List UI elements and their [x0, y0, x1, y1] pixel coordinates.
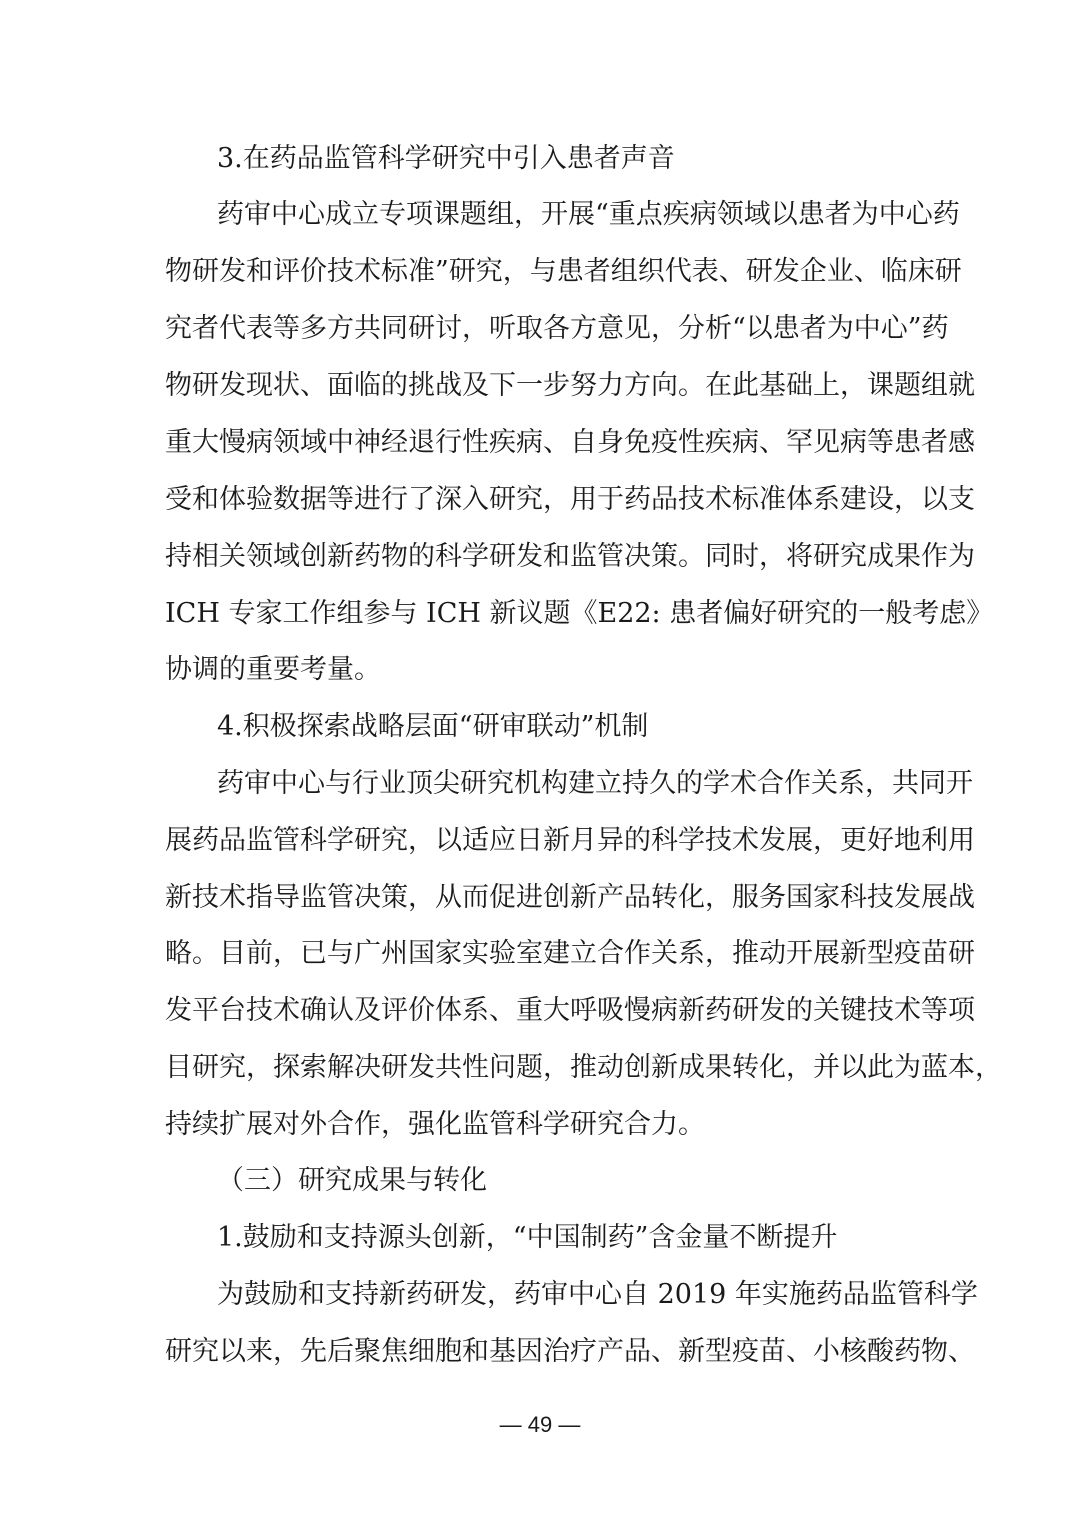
paragraph-line: 研究以来，先后聚焦细胞和基因治疗产品、新型疫苗、小核酸药物、 [165, 1336, 975, 1367]
paragraph-line: 新技术指导监管决策，从而促进创新产品转化，服务国家科技发展战 [165, 882, 975, 913]
paragraph-line: 协调的重要考量。 [165, 654, 381, 685]
paragraph-line: 目研究，探索解决研发共性问题，推动创新成果转化，并以此为蓝本， [165, 1052, 1002, 1083]
part-3-heading: （三）研究成果与转化 [217, 1165, 487, 1196]
paragraph-line: 展药品监管科学研究，以适应日新月异的科学技术发展，更好地利用 [165, 825, 975, 856]
paragraph-line: 略。目前，已与广州国家实验室建立合作关系，推动开展新型疫苗研 [165, 938, 975, 969]
paragraph-line: 药审中心与行业顶尖研究机构建立持久的学术合作关系，共同开 [217, 768, 973, 799]
paragraph-line: 为鼓励和支持新药研发，药审中心自 2019 年实施药品监管科学 [217, 1279, 978, 1310]
paragraph-line: ICH 专家工作组参与 ICH 新议题《E22: 患者偏好研究的一般考虑》 [165, 598, 994, 629]
subsection-1-heading: 1.鼓励和支持源头创新，“中国制药”含金量不断提升 [217, 1222, 838, 1253]
page-number: — 49 — [499, 1412, 581, 1437]
section-4-heading: 4.积极探索战略层面“研审联动”机制 [217, 711, 649, 742]
paragraph-line: 发平台技术确认及评价体系、重大呼吸慢病新药研发的关键技术等项 [165, 995, 975, 1026]
paragraph-line: 受和体验数据等进行了深入研究，用于药品技术标准体系建设，以支 [165, 484, 975, 515]
paragraph-line: 重大慢病领域中神经退行性疾病、自身免疫性疾病、罕见病等患者感 [165, 427, 975, 458]
paragraph-line: 持相关领域创新药物的科学研发和监管决策。同时，将研究成果作为 [165, 541, 975, 572]
paragraph-line: 究者代表等多方共同研讨，听取各方意见，分析“以患者为中心”药 [165, 313, 949, 344]
paragraph-line: 物研发和评价技术标准”研究，与患者组织代表、研发企业、临床研 [165, 256, 962, 287]
paragraph-line: 药审中心成立专项课题组，开展“重点疾病领域以患者为中心药 [217, 199, 960, 230]
paragraph-line: 持续扩展对外合作，强化监管科学研究合力。 [165, 1109, 705, 1140]
section-3-heading: 3.在药品监管科学研究中引入患者声音 [217, 143, 675, 174]
paragraph-line: 物研发现状、面临的挑战及下一步努力方向。在此基础上，课题组就 [165, 370, 975, 401]
